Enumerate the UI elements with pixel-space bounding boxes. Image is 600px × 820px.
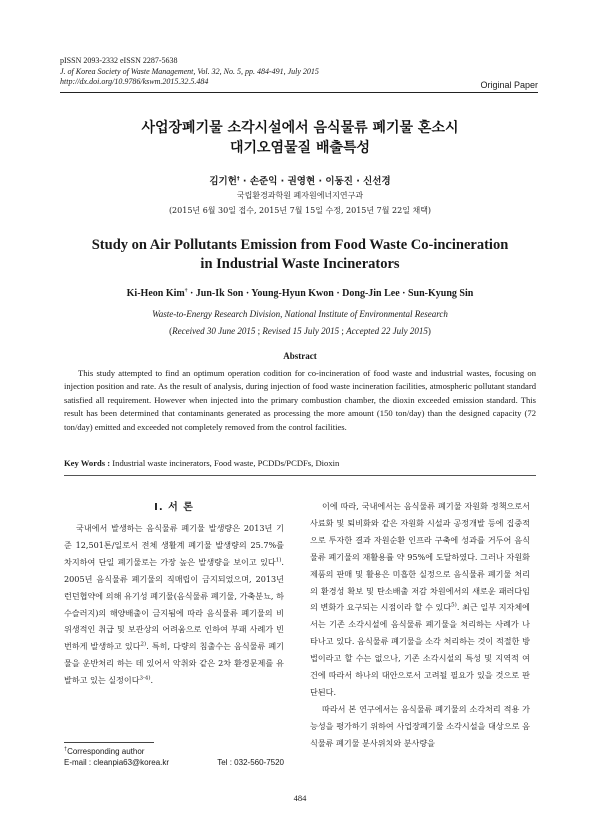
korean-corresponding-author: 김기헌 [209,176,237,187]
doi-link[interactable]: http://dx.doi.org/10.9786/kswm.2015.32.5.484 [60,77,209,86]
paragraph-text: . [150,675,154,686]
citation-ref: 1) [275,557,282,564]
keywords-label: Key Words : [64,458,111,468]
english-title-line-2: in Industrial Waste Incinerators [200,256,400,272]
citation-ref: 3-4) [139,675,151,682]
separator: ; [339,326,347,336]
body-paragraph [64,520,284,689]
body-paragraph: 따라서 본 연구에서는 음식물류 폐기물의 소각처리 적용 가능성을 평가하기 위하여 사업장폐기물 소각시설을 대상으로 음식물류 폐기물 분사위치와 분사량을 [310,703,530,748]
corresponding-author-label: Corresponding author [67,747,145,756]
english-coauthors: · Jun-Ik Son · Young-Hyun Kwon · Dong-Jin Lee · Sun-Kyung Sin [187,288,474,299]
english-title-line-1: Study on Air Pollutants Emission from Food Waste Co-incineration [91,237,509,253]
journal-header [60,56,319,88]
paper-type-label: Original Paper [480,80,538,90]
revised-date: Revised 15 July 2015 [262,326,340,336]
english-affiliation: Waste-to-Energy Research Division, National Institute of Environmental Research [152,309,448,319]
paren-close: ) [427,326,431,336]
received-date: Received 30 June 2015 [172,326,256,336]
telephone-text: Tel : 032-560-7520 [217,758,284,767]
korean-title-line-1: 사업장폐기물 소각시설에서 음식물류 폐기물 혼소시 [141,120,459,136]
dagger-mark: † [64,746,68,753]
korean-coauthors: · 손준익 · 권영현 · 이동진 · 신선경 [239,176,391,187]
paragraph-text: . 최근 일부 지자체에서는 기존 소각시설에 음식물류 폐기물을 처리하는 사례가 나타나고 있다. 음식물류 폐기물을 소각 처리하는 것이 적절한 방법이라고 할 수는 없으나, 기존 소각시설의 특성 및 지역적 여건에 따라서 하나의 대안으로서 고려될 필요가 있을 것으로 판단된다. [310,602,530,697]
citation-ref: 5) [451,602,457,609]
issn-line: pISSN 2093-2332 eISSN 2287-5638 [60,56,178,65]
keywords-list: Industrial waste incinerators, Food waste, PCDDs/PCDFs, Dioxin [110,458,340,468]
korean-authors [0,173,600,187]
separator: ; [255,326,263,336]
footnote [64,746,284,768]
paragraph-text: . 2005년 음식물류 폐기물의 직매립이 금지되었으며, 2013년 런던협약에 의해 유기성 폐기물(음식물류 폐기물, 가축분뇨, 하수슬러지)의 해양배출이 금지됨에 따라 음식물류 폐기물의 비위생적인 취급 및 보관상의 어려움으로 인하여 부패 사례가 빈번하게 발생하고 있다 [64,556,284,652]
footnote-divider [64,742,154,743]
body-column-right [310,498,530,752]
footnote-label [64,746,284,757]
abstract-divider [64,475,536,476]
korean-dates: (2015년 6월 30일 접수, 2015년 7월 15일 수정, 2015년 7월 22일 채택) [168,206,432,215]
page-number: 484 [293,793,307,803]
paragraph-text: 국내에서 발생하는 음식물류 폐기물 발생량은 2013년 기준 12,501톤/일로서 전체 생활계 폐기물 발생량의 25.7%를 차지하여 단일 폐기물로는 가장 높은 발생량을 보이고 있다 [64,523,284,567]
citation-ref: 2) [140,641,147,648]
english-dates [0,326,600,336]
body-column-left [64,520,284,689]
english-title [0,236,600,274]
section-heading-introduction: I. 서 론 [154,502,194,513]
english-corresponding-author: Ki-Heon Kim [126,288,185,299]
journal-citation: J. of Korea Society of Waste Management, Vol. 32, No. 5, pp. 484-491, July 2015 [60,66,319,76]
korean-title-line-2: 대기오염물질 배출특성 [229,140,371,156]
accepted-date: Accepted 22 July 2015 [346,326,428,336]
abstract-text: This study attempted to find an optimum operation codition for co-incineration of food waste and industrial wastes, focusing on injection position and rate. As the result of analysis, during injection of food waste incineration facilities, atmospheric pollutant standard satisfied all requirement. However when injected into the primary combustion chamber, the dioxin exceeded emission standard. This result has been determined that contaminants generated as processing the more amount (150 ton/day) than the designed capacity (72 ton/day) emitted and exceeded not completely removed from the control facilities. [64,368,536,432]
paragraph-text: . 특히, 다량의 침출수는 음식물류 폐기물을 운반처리 하는 데 있어서 악취와 같은 2차 환경문제를 유발하고 있는 실정이다 [64,641,284,686]
dagger-mark: † [236,175,240,182]
keywords [64,458,536,468]
korean-title [0,118,600,158]
abstract-heading: Abstract [283,351,317,361]
email-text: E-mail : cleanpia63@korea.kr [64,758,170,767]
paren-open: ( [169,326,173,336]
paragraph-text: 이에 따라, 국내에서는 음식물류 폐기물 자원화 정책으로서 사료화 및 퇴비화와 같은 자원화 시설과 공정개발 등에 집중적으로 투자한 결과 자원순환 인프라 구축에 성과를 거두어 음식물류 폐기물의 재활용률 약 95%에 도달하였다. 그러나 자원화 제품의 판매 및 활용은 미흡한 실정으로 음식물류 폐기물 처리의 환경성 확보 및 탄소배출 저감 차원에서의 새로운 패러다임의 변화가 요구되는 시점이라 할 수 있다 [310,501,530,613]
dagger-mark: † [184,287,188,294]
header-divider [60,92,538,93]
body-paragraph [310,498,530,701]
english-authors [0,288,600,299]
contact-row [64,757,284,768]
korean-affiliation: 국립환경과학원 폐자원에너지연구과 [236,191,364,200]
